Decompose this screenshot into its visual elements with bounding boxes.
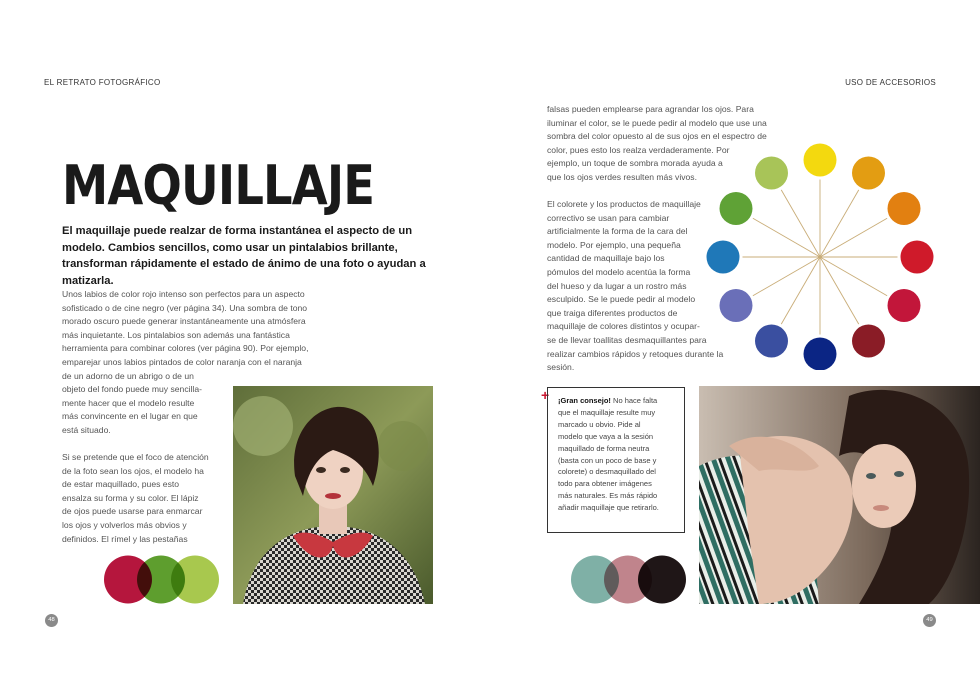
- wheel-swatch: [901, 241, 934, 274]
- wheel-swatch: [852, 325, 885, 358]
- wheel-swatch: [755, 325, 788, 358]
- wheel-spoke: [820, 190, 859, 257]
- plus-icon: +: [541, 387, 550, 403]
- wheel-swatch: [888, 289, 921, 322]
- wheel-spoke: [781, 190, 820, 257]
- right-paragraph-2: El colorete y los productos de maquillaje correctivo se usan para cambiar artificialmente la forma de la cara del modelo. Por ejemplo, una pequeña cantidad de maquillaje bajo los pómulos del modelo acentúa la forma del hueso y da lugar a un rostro más esculpido. Se le puede pedir al modelo que traiga diferentes productos de maquillaje de colores distintos y ocupar- se de llevar toallitas desmaquillantes para realizar cambios rápidos y retoques durante la sesión.: [547, 199, 724, 373]
- left-paragraph-2: Si se pretende que el foco de atención de la foto sean los ojos, el modelo ha de estar maquillado, pues esto ensalza su forma y su color. El lápiz de ojos puede usarse para enmarcar los ojos y volverlos más obvios y definidos. El rímel y las pestañas: [62, 452, 209, 544]
- intro-paragraph: El maquillaje puede realzar de forma instantánea el aspecto de un modelo. Cambios sencillos, como usar un pintalabios brillante, transforman rápidamente el estado de ánimo de una foto o ayudan a matizarla.: [62, 225, 426, 287]
- portrait-photo-red-collar: [233, 386, 433, 604]
- wheel-swatch: [804, 144, 837, 177]
- left-paragraph-1: Unos labios de color rojo intenso son perfectos para un aspecto sofisticado o de cine negro (ver página 34). Una sombra de tono morado oscuro puede generar instantáneamente una atmósfera más inquietante. Los pintalabios son además una fantástica herramienta para combinar colores (ver página 90). Por ejemplo, emparejar unos labios pintados de color naranja con el naranja de un adorno de un abrigo o de un objeto del fondo puede muy sencilla- mente hacer que el modelo resulte más convincente en el lugar en que está situado.: [62, 289, 309, 435]
- wheel-swatch: [804, 338, 837, 371]
- swatch-light-green: [171, 556, 219, 604]
- wheel-spoke: [753, 257, 820, 296]
- portrait-photo-reclining-woman: [699, 386, 980, 604]
- wheel-swatch: [852, 156, 885, 189]
- wheel-spoke: [820, 257, 859, 324]
- wheel-swatch: [719, 289, 752, 322]
- page-number-left: 48: [45, 614, 58, 627]
- wheel-spoke: [781, 257, 820, 324]
- swatches-left: [104, 555, 224, 605]
- wheel-spoke: [820, 257, 887, 296]
- tip-heading: ¡Gran consejo!: [558, 396, 611, 405]
- page-number-right: 49: [923, 614, 936, 627]
- wheel-swatch: [719, 192, 752, 225]
- header-right: USO DE ACCESORIOS: [845, 78, 936, 87]
- tip-box: ¡Gran consejo! No hace falta que el maquillaje resulte muy marcado u obvio. Pide al modelo que vaya a la sesión maquillado de forma neutra (basta con un poco de base y colorete) o desmaquillado del todo para obtener imágenes más naturales. Es más rápido añadir maquillaje que retirarlo.: [547, 387, 685, 533]
- wheel-spoke: [820, 218, 887, 257]
- header-left: EL RETRATO FOTOGRÁFICO: [44, 78, 161, 87]
- color-wheel: [700, 140, 940, 370]
- right-paragraph-1: falsas pueden emplearse para agrandar los ojos. Para iluminar el color, se le puede pedir al modelo que use una sombra del color opuesto al de sus ojos en el espectro de color, pues esto los realza verdaderamente. Por ejemplo, un toque de sombra morada ayuda a que los ojos verdes resulten más vivos.: [547, 104, 767, 182]
- swatches-right: [571, 555, 691, 605]
- page-title: MAQUILLAJE: [62, 154, 375, 217]
- wheel-spoke: [753, 218, 820, 257]
- wheel-swatch: [707, 241, 740, 274]
- swatch-black: [638, 556, 686, 604]
- wheel-swatch: [888, 192, 921, 225]
- wheel-swatch: [755, 156, 788, 189]
